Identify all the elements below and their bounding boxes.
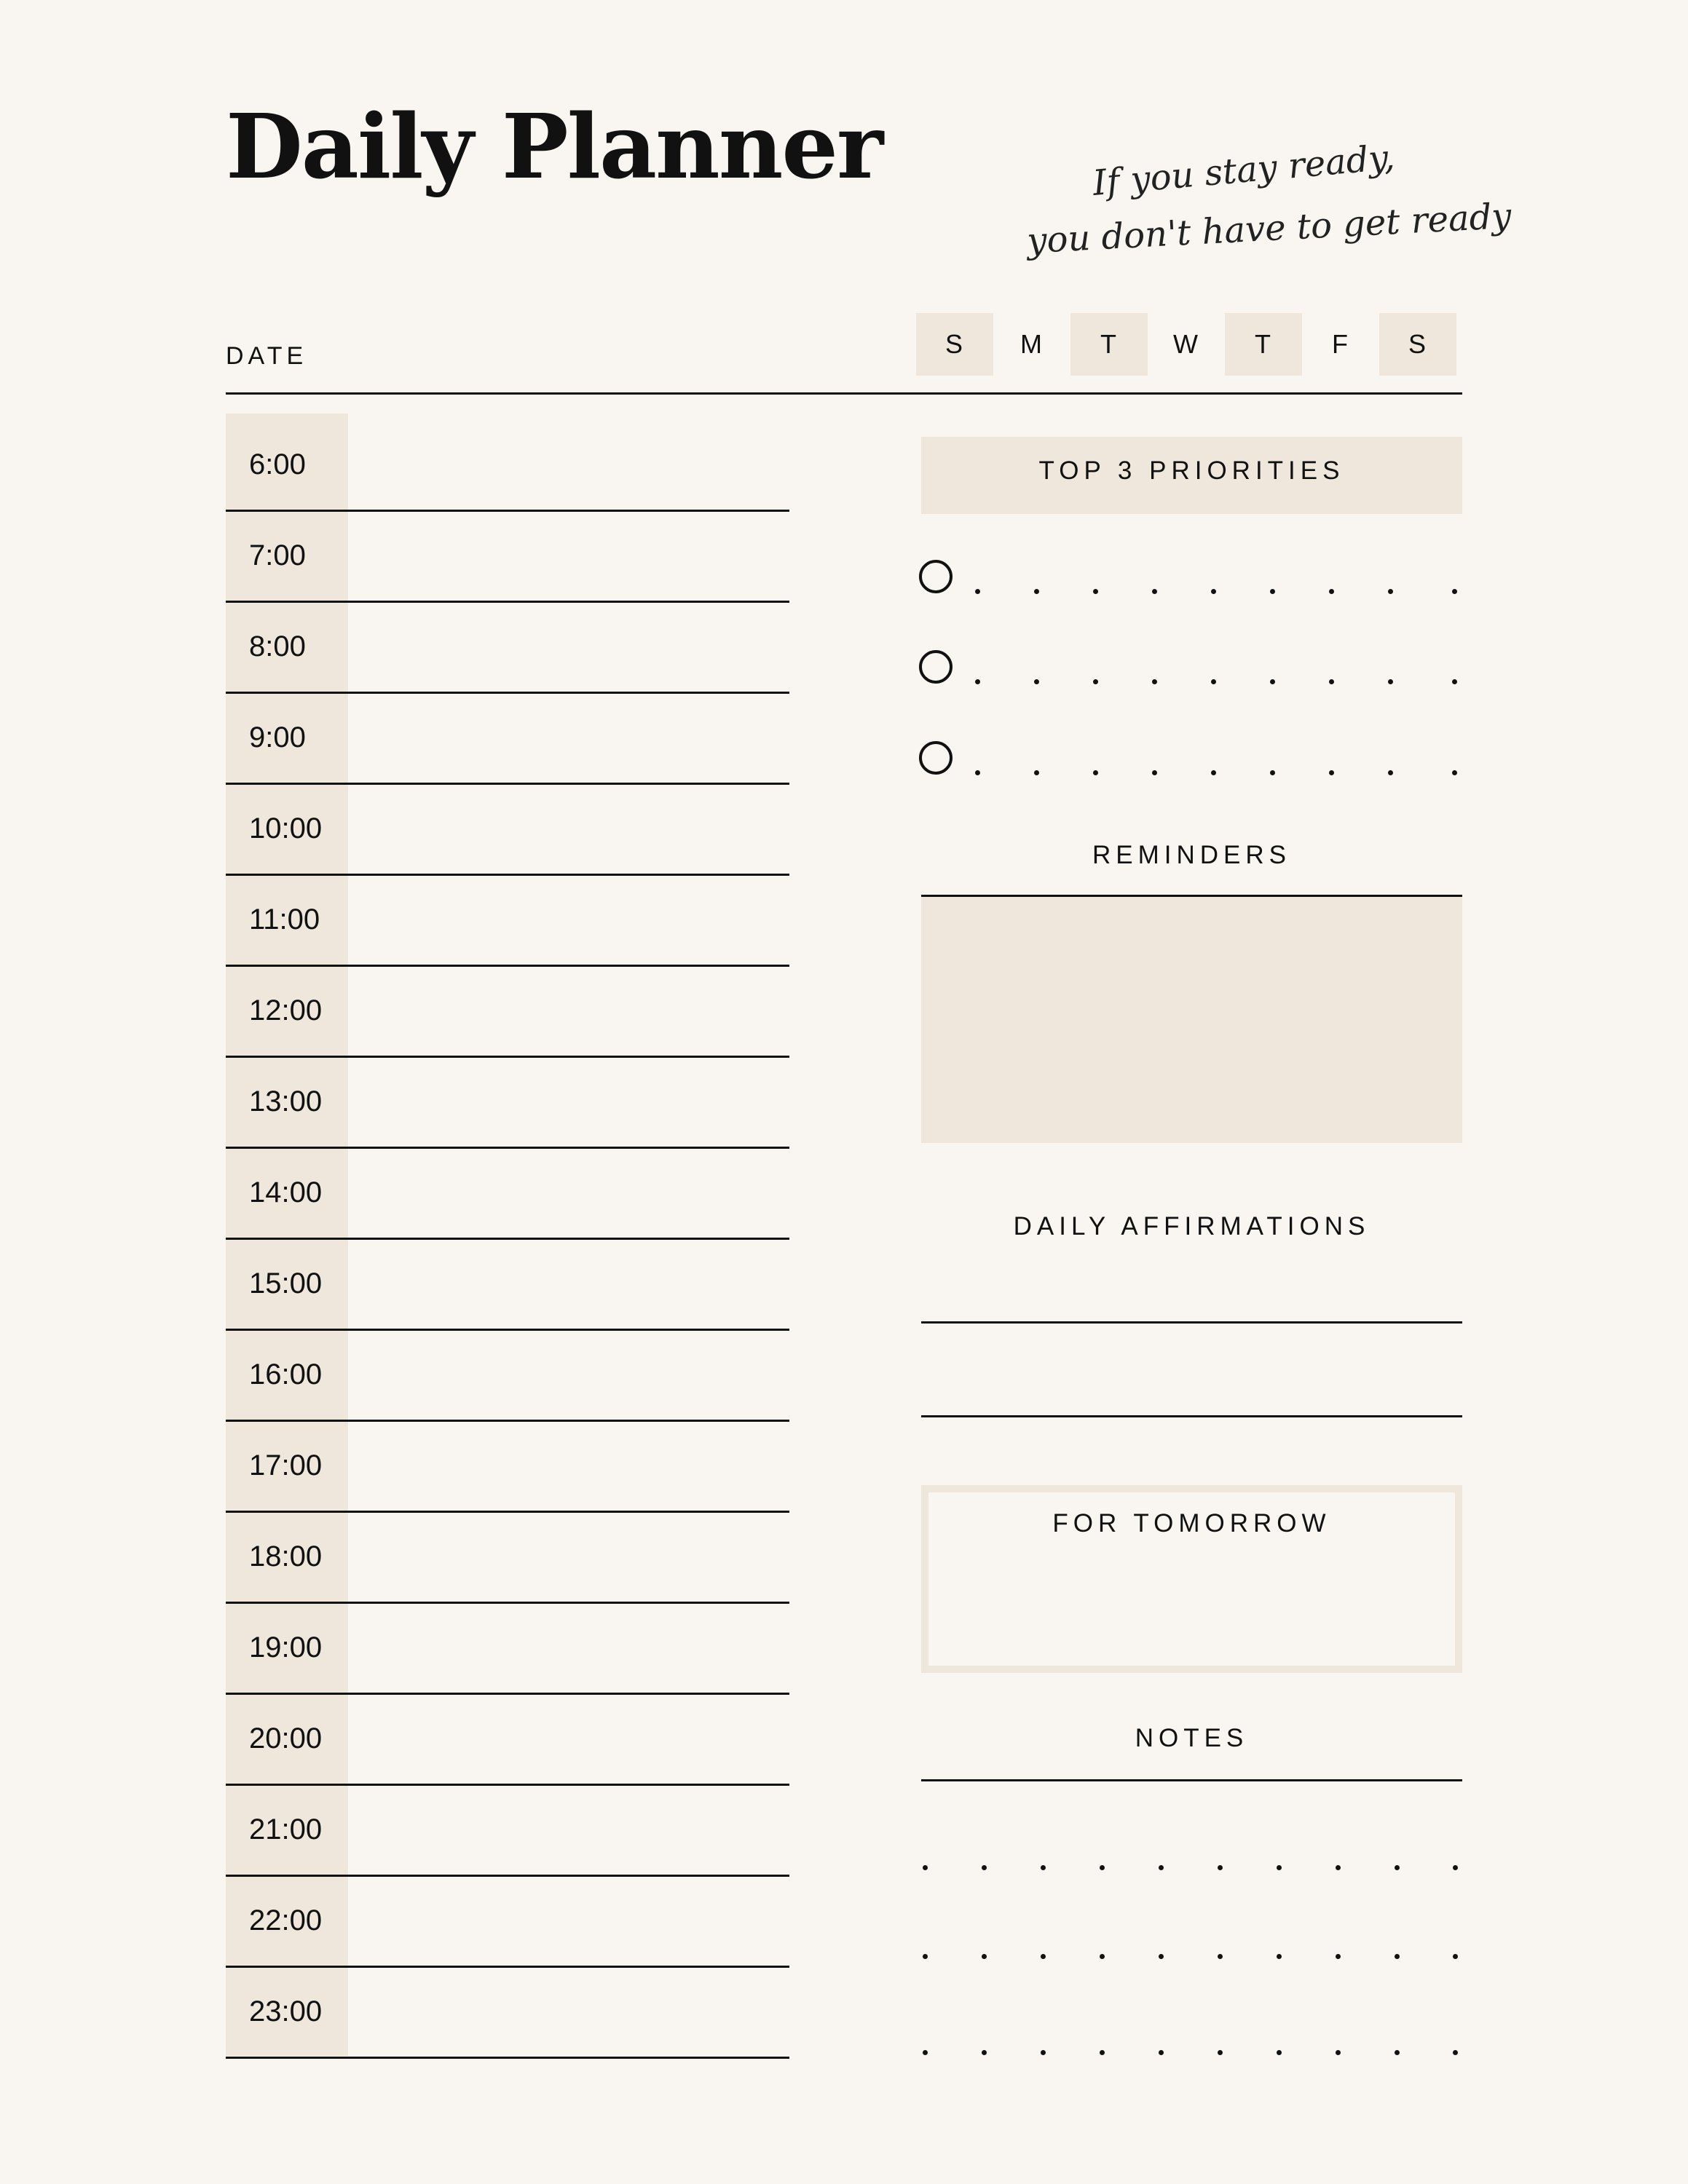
dot-leader	[1277, 1954, 1282, 1959]
line	[226, 2057, 789, 2059]
dot-leader	[1034, 589, 1039, 594]
dot-leader	[975, 679, 980, 684]
hour-row[interactable]	[226, 603, 789, 694]
day-monday[interactable]: M	[1020, 329, 1044, 359]
day-sunday[interactable]: S	[916, 313, 993, 376]
dot-leader	[1277, 1865, 1282, 1870]
dot-leader	[1034, 770, 1039, 775]
hour-label: 13:00	[249, 1085, 323, 1117]
notes-dot-row[interactable]	[921, 2050, 1467, 2057]
hour-row[interactable]	[226, 421, 789, 512]
dot-leader	[1329, 679, 1334, 684]
dot-leader	[1453, 2050, 1458, 2055]
hour-label: 15:00	[249, 1267, 323, 1299]
hour-row[interactable]	[226, 1604, 789, 1695]
dot-leader	[1093, 679, 1098, 684]
hour-label: 19:00	[249, 1631, 323, 1663]
dot-leader	[982, 2050, 987, 2055]
dot-leader	[1395, 2050, 1400, 2055]
dot-leader	[982, 1954, 987, 1959]
checkbox-circle-icon[interactable]	[919, 741, 953, 775]
dot-leader	[1041, 1865, 1046, 1870]
hour-label: 14:00	[249, 1176, 323, 1208]
dot-leader	[1100, 2050, 1105, 2055]
page-title: Daily Planner	[226, 94, 883, 199]
hour-row[interactable]	[226, 785, 789, 876]
dot-leader	[1336, 1865, 1341, 1870]
hour-label: 18:00	[249, 1540, 323, 1572]
affirmation-line[interactable]	[921, 1321, 1462, 1324]
hour-label: 10:00	[249, 812, 323, 844]
dot-leader	[1453, 1865, 1458, 1870]
hour-label: 17:00	[249, 1449, 323, 1481]
quote-line-1: If you stay ready,	[1091, 136, 1397, 205]
hour-label: 20:00	[249, 1722, 323, 1754]
dot-leader	[1452, 679, 1457, 684]
dot-leader	[1218, 2050, 1223, 2055]
dot-leader	[1159, 1954, 1164, 1959]
hour-label: 6:00	[249, 448, 306, 480]
dot-leader	[1453, 1954, 1458, 1959]
priority-item[interactable]	[919, 741, 1465, 778]
checkbox-circle-icon[interactable]	[919, 560, 953, 593]
hour-row[interactable]	[226, 876, 789, 967]
dot-leader	[1388, 679, 1393, 684]
notes-divider	[921, 1779, 1462, 1781]
dot-leader	[1270, 770, 1275, 775]
dot-leader	[1336, 2050, 1341, 2055]
hour-row[interactable]	[226, 1968, 789, 2059]
tomorrow-title: FOR TOMORROW	[1052, 1509, 1331, 1538]
hour-label: 23:00	[249, 1995, 323, 2027]
reminders-area[interactable]	[921, 897, 1462, 1143]
day-friday[interactable]: F	[1332, 329, 1349, 359]
dot-leader	[1395, 1865, 1400, 1870]
hour-label: 8:00	[249, 630, 306, 662]
hour-label: 22:00	[249, 1904, 323, 1936]
dot-leader	[1159, 1865, 1164, 1870]
dot-leader	[975, 770, 980, 775]
hour-row[interactable]	[226, 1240, 789, 1331]
dot-leader	[1041, 2050, 1046, 2055]
hour-row[interactable]	[226, 1877, 789, 1968]
day-saturday[interactable]: S	[1379, 313, 1456, 376]
day-thursday[interactable]: T	[1225, 313, 1302, 376]
dot-leader	[1152, 770, 1157, 775]
dot-leader	[1093, 589, 1098, 594]
date-label: DATE	[226, 342, 308, 370]
dot-leader	[1093, 770, 1098, 775]
dot-leader	[1277, 2050, 1282, 2055]
dot-leader	[1452, 589, 1457, 594]
priority-item[interactable]	[919, 650, 1465, 687]
dot-leader	[1041, 1954, 1046, 1959]
hour-row[interactable]	[226, 1695, 789, 1786]
dot-leader	[1159, 2050, 1164, 2055]
hour-label: 12:00	[249, 994, 323, 1026]
dot-leader	[1452, 770, 1457, 775]
notes-dot-row[interactable]	[921, 1954, 1467, 1961]
notes-dot-row[interactable]	[921, 1865, 1467, 1872]
priorities-title: TOP 3 PRIORITIES	[1038, 456, 1345, 485]
reminders-title: REMINDERS	[1092, 841, 1292, 869]
quote-line-2: you don't have to get ready	[1025, 195, 1513, 262]
priority-item[interactable]	[919, 560, 1465, 596]
dot-leader	[1211, 589, 1216, 594]
hour-label: 21:00	[249, 1813, 323, 1845]
hour-label: 11:00	[249, 903, 320, 935]
affirmations-title: DAILY AFFIRMATIONS	[1013, 1212, 1370, 1241]
dot-leader	[1100, 1865, 1105, 1870]
notes-title: NOTES	[1135, 1724, 1249, 1752]
hour-row[interactable]	[226, 512, 789, 603]
hour-label: 16:00	[249, 1358, 323, 1390]
hour-row[interactable]	[226, 1422, 789, 1513]
dot-leader	[1218, 1954, 1223, 1959]
day-tuesday[interactable]: T	[1070, 313, 1148, 376]
dot-leader	[1388, 770, 1393, 775]
dot-leader	[1395, 1954, 1400, 1959]
dot-leader	[923, 1954, 928, 1959]
dot-leader	[1152, 589, 1157, 594]
hour-row[interactable]	[226, 694, 789, 785]
hour-row[interactable]	[226, 1058, 789, 1149]
dot-leader	[1270, 679, 1275, 684]
checkbox-circle-icon[interactable]	[919, 650, 953, 684]
dot-leader	[1100, 1954, 1105, 1959]
dot-leader	[1388, 589, 1393, 594]
affirmation-line[interactable]	[921, 1415, 1462, 1417]
dot-leader	[982, 1865, 987, 1870]
dot-leader	[1329, 770, 1334, 775]
dot-leader	[1270, 589, 1275, 594]
dot-leader	[1152, 679, 1157, 684]
hour-row[interactable]	[226, 1513, 789, 1604]
hour-label: 7:00	[249, 539, 306, 571]
hour-row[interactable]	[226, 1786, 789, 1877]
hour-row[interactable]	[226, 1149, 789, 1240]
dot-leader	[1218, 1865, 1223, 1870]
hour-row[interactable]	[226, 1331, 789, 1422]
dot-leader	[1211, 679, 1216, 684]
header-divider	[226, 392, 1462, 395]
dot-leader	[1211, 770, 1216, 775]
dot-leader	[923, 1865, 928, 1870]
dot-leader	[1336, 1954, 1341, 1959]
hour-row[interactable]	[226, 967, 789, 1058]
dot-leader	[975, 589, 980, 594]
dot-leader	[1034, 679, 1039, 684]
hour-label: 9:00	[249, 721, 306, 753]
dot-leader	[1329, 589, 1334, 594]
dot-leader	[923, 2050, 928, 2055]
day-wednesday[interactable]: W	[1173, 329, 1199, 359]
